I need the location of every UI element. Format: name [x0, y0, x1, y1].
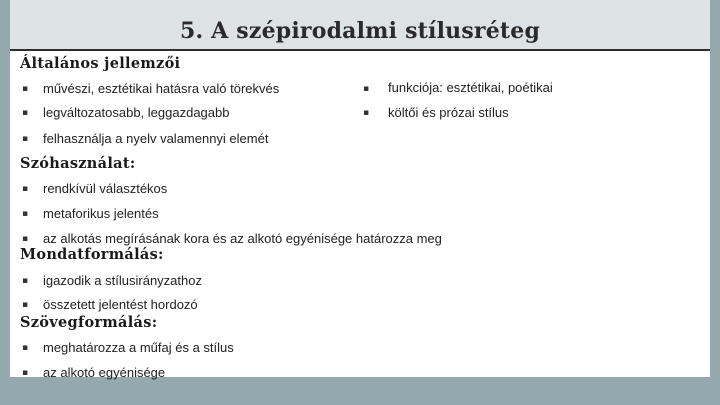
list-item: meghatározza a műfaj és a stílus	[43, 340, 234, 355]
bullet-icon: ▪	[22, 134, 29, 144]
heading-altalanos: Általános jellemzői	[20, 55, 181, 72]
bullet-icon: ▪	[22, 234, 29, 244]
list-item: összetett jelentést hordozó	[43, 297, 198, 312]
title-band	[10, 6, 710, 50]
list-item: költői és prózai stílus	[388, 105, 509, 120]
left-accent-bar	[0, 0, 10, 405]
bullet-icon: ▪	[22, 343, 29, 353]
title-underline	[10, 49, 710, 51]
bullet-icon: ▪	[22, 84, 29, 94]
list-item: az alkotás megírásának kora és az alkotó egyénisége határozza meg	[43, 231, 442, 246]
slide-title: 5. A szépirodalmi stílusréteg	[179, 18, 541, 44]
bullet-icon: ▪	[22, 300, 29, 310]
list-item: metaforikus jelentés	[43, 206, 159, 221]
list-item: felhasználja a nyelv valamennyi elemét	[43, 131, 269, 146]
bullet-icon: ▪	[22, 108, 29, 118]
bullet-icon: ▪	[22, 368, 29, 378]
list-item: rendkívül választékos	[43, 181, 168, 196]
heading-szohasznalat: Szóhasználat:	[20, 155, 136, 172]
bullet-icon: ▪	[22, 184, 29, 194]
list-item: igazodik a stílusirányzathoz	[43, 273, 202, 288]
heading-mondatformalas: Mondatformálás:	[20, 246, 164, 263]
list-item: az alkotó egyénisége	[43, 365, 166, 380]
bullet-icon: ▪	[363, 108, 370, 118]
bullet-icon: ▪	[22, 209, 29, 219]
bullet-icon: ▪	[22, 276, 29, 286]
bottom-accent-band	[0, 377, 720, 405]
right-accent-bar	[710, 0, 720, 405]
list-item: legváltozatosabb, leggazdagabb	[43, 105, 230, 120]
list-item: funkciója: esztétikai, poétikai	[388, 80, 553, 95]
bullet-icon: ▪	[363, 84, 370, 94]
list-item: művészi, esztétikai hatásra való törekvés	[43, 81, 280, 96]
heading-szovegformalas: Szövegformálás:	[20, 314, 158, 331]
